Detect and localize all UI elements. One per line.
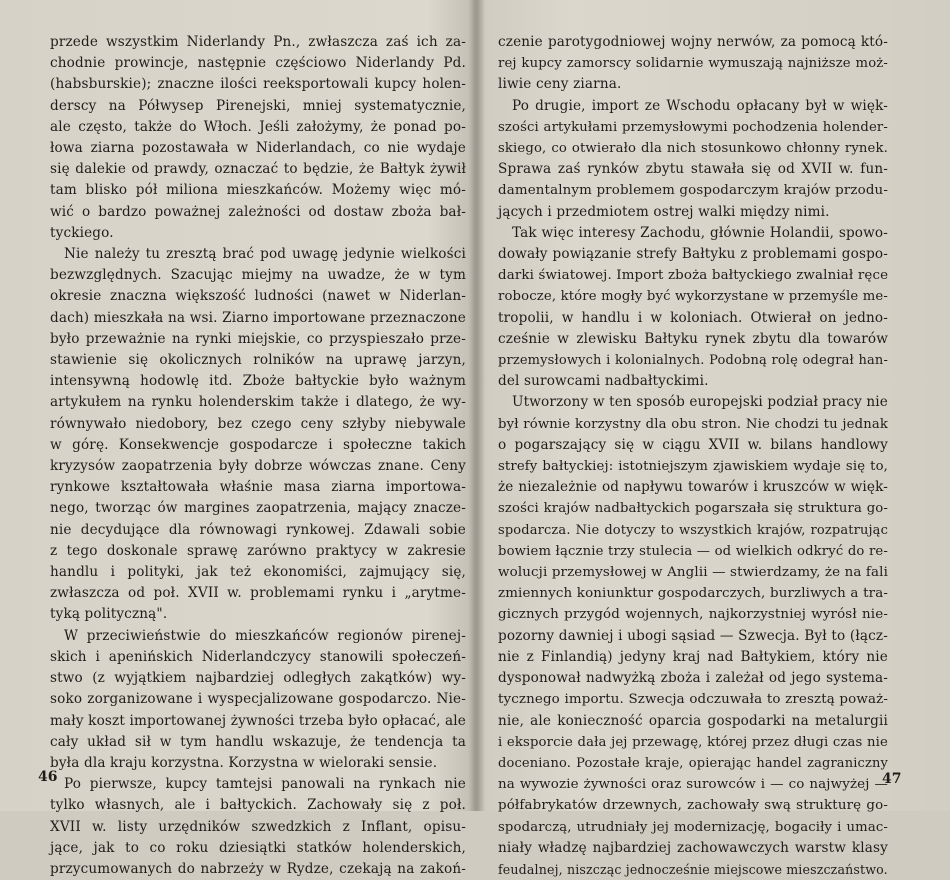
text-line: rej kupcy zamorscy solidarnie wymuszają najniższe moż- — [498, 56, 888, 72]
text-line: artykułem na rynku holenderskim także i dlatego, że wy- — [50, 394, 466, 411]
text-line: bowiem łącznie trzy stulecia — od wielkich odkryć do re- — [498, 543, 888, 559]
text-line: darki światowej. Import zboża bałtyckiego zwalniał ręce — [498, 268, 889, 284]
text-line: zmiennych koniunktur gospodarczych, burzliwych a tra- — [498, 586, 888, 602]
text-line: jących i przedmiotem ostrej walki między nimi. — [498, 203, 830, 220]
text-line: tropolii, w handlu i w koloniach. Otwierał on jedno- — [498, 309, 888, 326]
text-line: tyckiego. — [50, 224, 114, 241]
text-line: feudalnej, niszcząc jednocześnie miejscowe mieszczaństwo. — [498, 861, 888, 877]
text-line: okresie znaczna większość ludności (nawet w Niderlan- — [50, 288, 466, 305]
text-line: w górę. Konsekwencje gospodarcze i społeczne takich — [50, 436, 466, 453]
text-line: spodarczą, utrudniały jej modernizację, bogaciły i umac- — [498, 819, 888, 835]
right-page-body — [498, 32, 888, 880]
text-line: kryzysów zaopatrzenia były dobrze wówczas znane. Ceny — [50, 458, 466, 475]
text-line: doceniano. Pozostałe kraje, opierając handel zagraniczny — [498, 755, 888, 771]
text-line: Po drugie, import ze Wschodu opłacany był w więk- — [512, 97, 888, 114]
text-line: półfabrykatów drzewnych, zachowały swą strukturę go- — [498, 798, 888, 814]
text-line: tam blisko pół miliona mieszkańców. Możemy więc mó- — [50, 182, 466, 199]
text-line: była dla kraju korzystna. Korzystna w wieloraki sensie. — [50, 754, 438, 771]
text-line: cały układ sił w tym handlu wskazuje, że tendencja ta — [50, 733, 466, 750]
text-line: derscy na Półwysep Pirenejski, mniej systematycznie, — [50, 97, 466, 114]
text-line: wolucji przemysłowej w Anglii — stwierdzamy, że na fali — [498, 565, 889, 581]
text-line: del surowcami nadbałtyckimi. — [498, 373, 709, 390]
text-line: wić o bardzo poważnej zależności od dostaw zboża bał- — [50, 203, 466, 220]
text-line: było przeważnie na rynki miejskie, co przyspieszało prze- — [50, 330, 466, 347]
text-line: bezwzględnych. Szacując miejmy na uwadze, że w tym — [50, 267, 466, 284]
text-line: dach) mieszkała na wsi. Ziarno importowane przeznaczone — [50, 309, 466, 326]
text-line: stawienie się okolicznych rolników na uprawę jarzyn, — [50, 352, 466, 369]
text-line: skiego, co otwierało dla nich stosunkowo chłonny rynek. — [498, 141, 888, 157]
text-line: z tego doskonale sprawę zarówno praktycy w zakresie — [50, 542, 466, 559]
text-line: gicznych przygód wojennych, najkorzystniej wyrósł nie- — [498, 607, 888, 623]
text-line: i eksporcie dała jej przewagę, której przez długi czas nie — [498, 734, 888, 750]
text-line: stwo (z wyjątkiem najbardziej odległych zakątków) wy- — [50, 670, 466, 687]
text-line: przemysłowych i kolonialnych. Podobną rolę odegrał han- — [498, 353, 888, 369]
text-line: Sprawa zaś rynków zbytu stawała się od XVII w. fun- — [498, 161, 888, 178]
text-line: tylko własnych, ale i bałtyckich. Zachowały się z poł. — [50, 797, 466, 814]
text-line: Utworzony w ten sposób europejski podział pracy nie — [512, 394, 888, 411]
text-line: o pogarszający się w ciągu XVII w. bilans handlowy — [498, 436, 888, 453]
text-line: szości krajów nadbałtyckich pogarszała się struktura go- — [498, 501, 888, 517]
text-line: łowa ziarna pozostawała w Niderlandach, co nie wydaje — [50, 140, 466, 157]
text-line: nie decydujące dla równowagi rynkowej. Zdawali sobie — [50, 521, 466, 538]
text-line: przycumowanych do nabrzeży w Rydze, czekają na zakoń- — [50, 860, 466, 877]
text-line: nego, tworząc ów margines zaopatrzenia, mający znacze- — [50, 500, 466, 517]
text-line: soko zorganizowane i wyspecjalizowane gospodarczo. Nie- — [50, 691, 466, 708]
right-page — [478, 0, 950, 877]
text-line: nie z Finlandią) jedyny kraj nad Bałtykiem, który nie — [498, 648, 888, 665]
text-line: XVII w. listy urzędników szwedzkich z Inflant, opisu- — [50, 818, 466, 835]
text-line: pozorny dawniej i ubogi sąsiad — Szwecja. Był to (łącz- — [498, 627, 888, 644]
text-line: na wywozie żywności oraz surowców i — co najwyżej — — [498, 777, 888, 793]
right-page-number: 47 — [882, 771, 902, 787]
text-line: chodnie prowincje, następnie częściowo Niderlandy Pd. — [50, 55, 466, 72]
text-line: rynkowe kształtowała właśnie masa ziarna importowa- — [50, 479, 466, 496]
text-line: handlu i polityki, jak też ekonomiści, zajmujący się, — [50, 564, 466, 581]
left-page — [0, 0, 472, 877]
text-line: tycznego importu. Szwecja odczuwała to zresztą poważ- — [498, 692, 888, 708]
text-line: intensywną hodowlę itd. Zboże bałtyckie było ważnym — [50, 373, 466, 390]
text-line: strefy bałtyckiej: istotniejszym zjawiskiem wydaje się to, — [498, 459, 888, 475]
text-line: tyką polityczną". — [50, 606, 168, 623]
text-line: Po pierwsze, kupcy tamtejsi panowali na rynkach nie — [64, 776, 466, 793]
text-line: robocze, które mogły być wykorzystane w przemyśle me- — [498, 289, 888, 305]
text-line: się dalekie od prawdy, oznaczać to będzie, że Bałtyk żywił — [50, 161, 466, 178]
text-line: nie, ale konieczność oparcia gospodarki na metalurgii — [498, 712, 888, 729]
text-line: skich i apenińskich Niderlandczycy stanowili społeczeń- — [50, 648, 466, 665]
text-line: przede wszystkim Niderlandy Pn., zwłaszcza zaś ich za- — [50, 34, 466, 50]
text-line: cześnie w zlewisku Bałtyku rynek zbytu dla towarów — [498, 330, 888, 347]
text-line: czenie parotygodniowej wojny nerwów, za pomocą któ- — [498, 34, 888, 50]
text-line: spodarcza. Nie dotyczy to wszystkich krajów, rozpatrując — [498, 522, 888, 538]
left-page-number: 46 — [38, 769, 58, 785]
text-line: szości artykułami przemysłowymi pochodzenia holender- — [498, 119, 888, 135]
text-line: niały władzę najbardziej zachowawczych warstw klasy — [498, 839, 888, 856]
left-page-body — [50, 32, 466, 880]
text-line: jące, jak to co roku dziesiątki statków holenderskich, — [50, 839, 466, 856]
text-line: dowały powiązanie strefy Bałtyku z problemami gospo- — [498, 246, 888, 263]
text-line: Nie należy tu zresztą brać pod uwagę jedynie wielkości — [64, 246, 466, 263]
text-line: W przeciwieństwie do mieszkańców regionów pirenej- — [64, 627, 466, 644]
text-line: ale często, także do Włoch. Jeśli założymy, że ponad po- — [50, 118, 466, 135]
text-line: był równie korzystny dla obu stron. Nie chodzi tu jednak — [498, 416, 888, 432]
text-line: zwłaszcza od poł. XVII w. problemami rynku i „arytme- — [50, 585, 466, 602]
text-line: mały koszt importowanej żywności trzeba było opłacać, ale — [50, 712, 466, 729]
text-line: równywało niedobory, bez czego ceny szłyby niebywale — [50, 415, 466, 432]
text-line: (habsburskie); znaczne ilości reeksportowali kupcy holen- — [50, 76, 466, 93]
text-line: dysponował nadwyżką zboża i zależał od jego systema- — [498, 670, 888, 687]
text-line: że niezależnie od napływu towarów i kruszców w więk- — [498, 479, 888, 496]
text-line: damentalnym problemem gospodarczym krajów przodu- — [498, 183, 888, 199]
text-line: liwie ceny ziarna. — [498, 76, 622, 93]
text-line: Tak więc interesy Zachodu, głównie Holandii, spowo- — [512, 224, 888, 241]
